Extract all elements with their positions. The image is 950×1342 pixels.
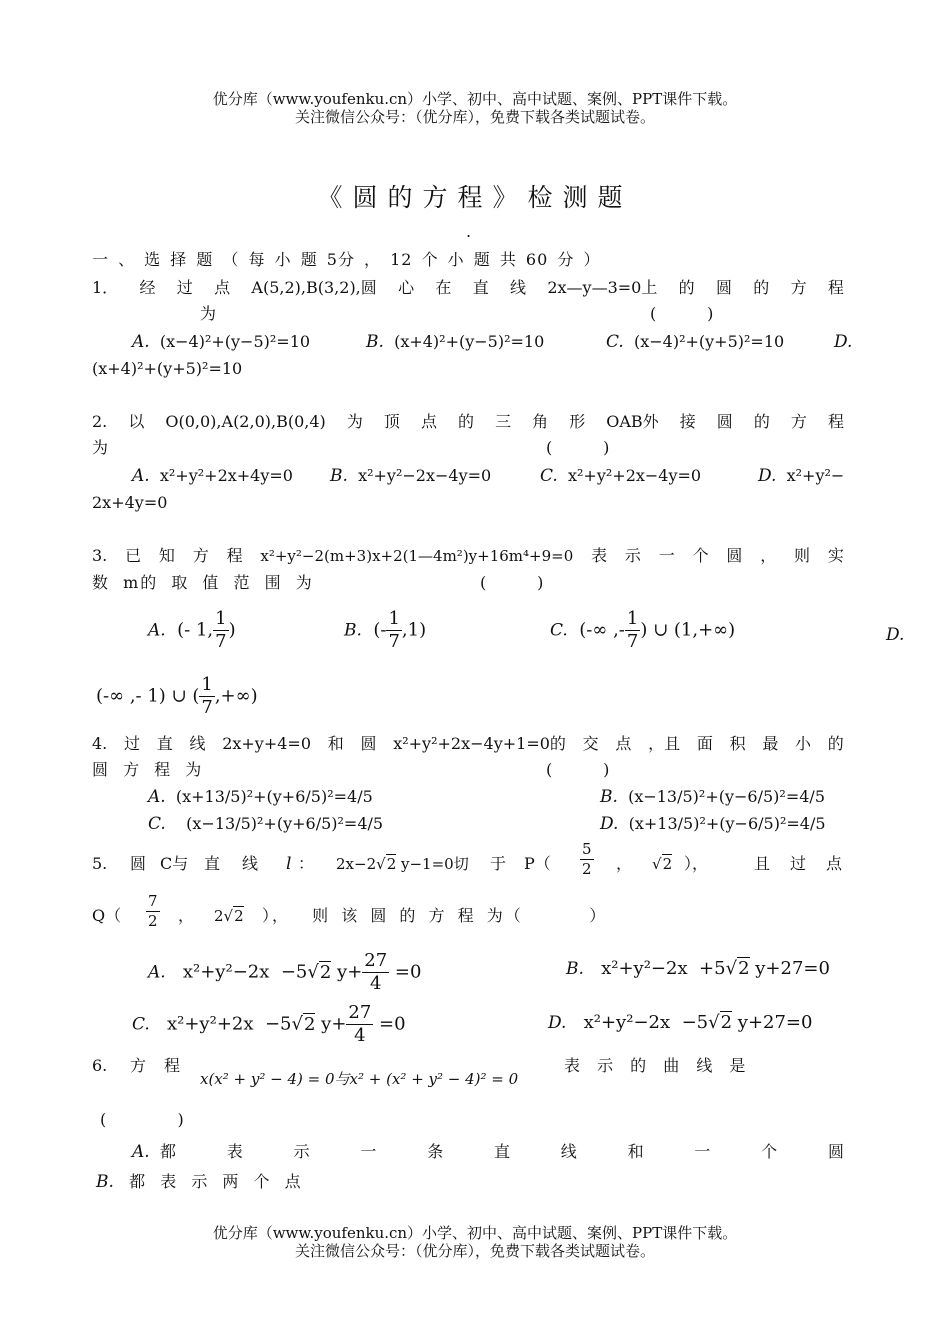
q6-option-a-word: 线	[560, 1142, 577, 1161]
q2-word: 点	[420, 412, 437, 431]
q3-option-d	[96, 676, 258, 717]
q1-option-d-label-wrap	[834, 332, 852, 352]
q2-option-a-label: A.	[132, 466, 150, 486]
q3-option-d-pre: (-∞ ,- 1) ∪ (	[96, 685, 200, 707]
q5-option-b-label: B.	[566, 959, 584, 979]
fraction-numerator: 5	[582, 840, 592, 858]
q5-option-c-label: C.	[132, 1014, 150, 1035]
q2-option-d-cont: 2x+4y=0	[92, 493, 168, 512]
q4-word: 的	[827, 734, 844, 753]
q3-option-b-pre: (-	[373, 619, 387, 641]
q2-word: 顶	[383, 412, 400, 431]
q5-line-symbol: l	[286, 854, 292, 874]
footer-line-2: 关注微信公众号：（优分库），免费下载各类试题试卷。	[294, 1242, 655, 1260]
q3-stem-cont: 数 m的 取 值 范 围 为	[92, 573, 314, 592]
fraction-denominator: 7	[626, 631, 639, 652]
q5-word: 圆	[130, 854, 147, 873]
q5-q-y: 2√2	[214, 907, 244, 925]
q4-answer-paren: ( )	[546, 760, 610, 779]
q1-word: 过	[176, 278, 193, 297]
q5-q-tail: ）， 则 该 圆 的 方 程 为（ ）	[262, 906, 608, 925]
q2-word: O(0,0),A(2,0),B(0,4)	[165, 412, 326, 431]
q1-word: 方	[790, 278, 807, 297]
q3-option-c-label: C.	[550, 620, 568, 641]
q3-word: x²+y²−2(m+3)x+2(1—4m²)y+16m⁴+9=0	[260, 547, 574, 565]
q1-word: 线	[510, 278, 527, 297]
q4-option-b	[600, 787, 825, 807]
q5-option-d: D. x²+y²−2x −5√2 y+27=0	[548, 1012, 813, 1033]
q3-option-d-post: ,+∞)	[214, 685, 258, 707]
q1-word: 程	[827, 278, 844, 297]
q4-word: 面	[696, 734, 713, 753]
q5-number: 5.	[92, 854, 108, 873]
q6-word: 程	[164, 1056, 181, 1075]
q2-option-b	[330, 466, 491, 486]
q2-stem	[92, 412, 844, 432]
fraction-numerator: 1	[626, 608, 639, 629]
q1-stem-cont: 为	[200, 304, 217, 323]
q5-option-a-pre: x²+y²−2x −5	[182, 961, 308, 983]
q6-number: 6.	[92, 1056, 108, 1075]
q4-word: 圆	[360, 734, 377, 753]
q1-word: 的	[678, 278, 695, 297]
q5-option-c: C. x²+y²+2x −5√2 y+ $\frac{27}{4}$ =0	[132, 1002, 406, 1046]
q4-option-d-text: (x+13/5)²+(y−6/5)²=4/5	[628, 814, 826, 833]
q5-line-pre: 2x−2	[336, 855, 377, 873]
q5-option-b-post: y+27=0	[749, 958, 830, 979]
q4-option-a	[148, 787, 373, 807]
q5-option-a-radicand: 2	[319, 961, 332, 983]
q1-option-c-text: (x−4)²+(y+5)²=10	[633, 332, 785, 351]
q5-word: C与	[160, 854, 189, 873]
q1-word: 2x—y—3=0上	[547, 278, 658, 297]
q5-q-x-fraction	[146, 894, 160, 929]
q4-option-b-text: (x−13/5)²+(y−6/5)²=4/5	[628, 787, 825, 806]
q6-word: 方	[130, 1056, 147, 1075]
q5-word: 且	[754, 854, 771, 873]
q5-option-c-fraction	[346, 1004, 373, 1045]
q2-word: 接	[679, 412, 696, 431]
q6-option-b-label: B.	[96, 1172, 114, 1192]
q5-q-y-coef: 2	[214, 907, 224, 925]
q3-option-a-pre: (- 1,	[177, 619, 214, 641]
q4-option-a-text: (x+13/5)²+(y+6/5)²=4/5	[175, 787, 373, 806]
q2-word: 三	[495, 412, 512, 431]
q3-word: 已	[125, 546, 142, 565]
q6-option-a-word: 和	[627, 1142, 644, 1161]
q3-word: 示	[624, 546, 641, 565]
header-line-2: 关注微信公众号：（优分库），免费下载各类试题试卷。	[294, 108, 655, 126]
fraction-numerator: 1	[215, 608, 227, 629]
q5-option-a-mid: y+	[331, 961, 363, 983]
q2-word: 的	[458, 412, 475, 431]
q5-stem	[92, 840, 844, 894]
q4-option-d	[600, 814, 826, 834]
q5-option-c-radicand: 2	[303, 1013, 316, 1035]
q2-option-c-label: C.	[540, 466, 558, 486]
q1-option-d-text: (x+4)²+(y+5)²=10	[92, 359, 243, 378]
q2-word: OAB外	[606, 412, 659, 431]
q2-option-c	[540, 466, 701, 486]
q4-stem	[92, 734, 844, 754]
q3-word: 个	[692, 546, 709, 565]
q4-word: x²+y²+2x−4y+1=0的	[393, 734, 566, 753]
q6-option-b-text: 都 表 示 两 个 点	[129, 1172, 303, 1191]
q5-option-c-post: =0	[373, 1013, 406, 1035]
q3-option-c-fraction	[625, 610, 640, 651]
q1-option-b-text: (x+4)²+(y−5)²=10	[394, 332, 545, 351]
q4-option-c	[148, 814, 383, 834]
q1-option-b-label: B.	[366, 332, 384, 352]
q3-answer-paren: ( )	[480, 573, 544, 592]
q1-word: 的	[753, 278, 770, 297]
fraction-denominator: 7	[388, 631, 400, 652]
q6-option-a-word: 个	[761, 1142, 778, 1161]
q6-answer-paren: ( )	[100, 1110, 184, 1129]
fraction-denominator: 2	[582, 860, 592, 878]
q5-option-c-mid: y+	[315, 1013, 347, 1035]
q3-option-b-fraction	[386, 610, 401, 651]
q2-number: 2.	[92, 412, 108, 431]
q2-word: 圆	[716, 412, 733, 431]
header-line-1: 优分库（www.youfenku.cn）小学、初中、高中试题、案例、PPT课件下载。	[212, 90, 738, 108]
q6-option-a-word: 都	[160, 1142, 177, 1161]
fraction-denominator: 4	[370, 973, 382, 994]
q5-option-b-radicand: 2	[738, 958, 750, 979]
q3-word: 一	[658, 546, 675, 565]
q3-stem	[92, 546, 844, 566]
q1-option-d-label: D.	[834, 332, 853, 352]
q2-option-b-text: x²+y²−2x−4y=0	[358, 466, 492, 485]
q2-option-d	[758, 466, 844, 486]
q1-option-c	[606, 332, 784, 352]
q2-word: 为	[346, 412, 363, 431]
q2-option-c-text: x²+y²+2x−4y=0	[567, 466, 702, 485]
q3-word: 圆	[726, 546, 743, 565]
q2-word: 程	[827, 412, 844, 431]
q5-p-y-radicand: 2	[662, 855, 673, 873]
q5-option-a-fraction	[362, 952, 389, 993]
q2-answer-paren: ( )	[546, 438, 610, 457]
q3-word: 程	[226, 546, 243, 565]
q4-option-a-label: A.	[148, 787, 166, 807]
fraction-numerator: 7	[148, 892, 158, 910]
q1-stem	[92, 278, 844, 298]
q5-option-d-post: y+27=0	[732, 1012, 813, 1033]
q5-comma: ，	[178, 906, 195, 925]
q5-option-a: A. x²+y²−2x −5√2 y+ $\frac{27}{4}$ =0	[148, 950, 422, 994]
q5-option-d-label: D.	[548, 1013, 567, 1033]
q6-equation: x(x² + y² − 4) = 0与x² + (x² + y² − 4)² = 0	[200, 1070, 519, 1088]
q4-word: 最	[762, 734, 779, 753]
fraction-numerator: 1	[201, 674, 213, 695]
q5-option-c-pre: x²+y²+2x −5	[166, 1013, 292, 1035]
q4-word: 小	[795, 734, 812, 753]
q3-option-a-post: )	[228, 619, 236, 641]
q1-option-c-label: C.	[606, 332, 624, 352]
q5-word: 点	[826, 854, 843, 873]
q2-word: 以	[128, 412, 145, 431]
q6-option-a-word: 条	[427, 1142, 444, 1161]
q3-option-c	[550, 610, 735, 651]
q1-word: 圆	[715, 278, 732, 297]
q1-option-a	[132, 332, 310, 352]
q4-word: 积	[729, 734, 746, 753]
q6-option-a-label-wrap	[132, 1142, 150, 1162]
title-dot: .	[466, 222, 472, 241]
q5-p-y: √2	[652, 855, 673, 873]
q3-option-a-label: A.	[148, 620, 166, 641]
q4-word: 交	[582, 734, 599, 753]
q4-option-c-text: (x−13/5)²+(y+6/5)²=4/5	[186, 814, 384, 833]
q2-option-d-text: x²+y²−	[786, 466, 845, 485]
fraction-denominator: 7	[201, 697, 213, 718]
q3-word: 知	[158, 546, 175, 565]
q1-word: A(5,2),B(3,2),圆	[251, 278, 377, 297]
q3-option-a	[148, 610, 236, 651]
q6-option-a-word: 表	[226, 1142, 243, 1161]
q3-word: 表	[591, 546, 608, 565]
q2-word: 角	[532, 412, 549, 431]
q6-option-a-label: A.	[132, 1142, 150, 1162]
q3-word: 实	[827, 546, 844, 565]
q4-word: 直	[156, 734, 173, 753]
q2-option-a-text: x²+y²+2x+4y=0	[159, 466, 293, 485]
q1-option-a-label: A.	[132, 332, 150, 352]
q1-number: 1．	[92, 278, 119, 297]
q2-word: 的	[753, 412, 770, 431]
q1-word: 在	[435, 278, 452, 297]
q5-word: ），	[684, 854, 709, 873]
q5-stem-cont	[92, 892, 844, 944]
q3-option-d-label: D.	[886, 625, 905, 645]
q1-word: 点	[214, 278, 231, 297]
q4-stem-cont: 圆 方 程 为	[92, 760, 204, 779]
q1-answer-paren: ( )	[650, 304, 714, 323]
fraction-numerator: 27	[364, 950, 388, 971]
q2-stem-cont: 为	[92, 438, 109, 457]
q5-word: 于	[490, 854, 507, 873]
q4-number: 4.	[92, 734, 108, 753]
q6-stem-tail: 表 示 的 曲 线 是	[564, 1056, 748, 1075]
q5-option-b-pre: x²+y²−2x +5	[601, 958, 726, 979]
q2-option-d-label: D.	[758, 466, 777, 486]
q5-word: 过	[790, 854, 807, 873]
fraction-denominator: 7	[215, 631, 227, 652]
q3-option-d-label-wrap	[886, 624, 904, 645]
q6-option-a-word: 一	[694, 1142, 711, 1161]
q3-option-d-fraction	[199, 676, 214, 717]
q5-option-d-pre: x²+y²−2x −5	[583, 1012, 709, 1033]
q2-word: 形	[569, 412, 586, 431]
q5-line-equation: 2x−2√2 y−1=0切	[336, 855, 469, 873]
page-title: 《圆的方程》检测题	[317, 183, 633, 212]
q3-option-a-fraction	[213, 610, 228, 651]
q4-option-b-label: B.	[600, 787, 618, 807]
q3-option-c-pre: (-∞ ,-	[579, 619, 625, 641]
q5-colon: ：	[298, 854, 315, 873]
q3-word: ，	[760, 546, 777, 565]
q4-word: 线	[189, 734, 206, 753]
q1-word: 经	[139, 278, 156, 297]
q5-line-radicand: 2	[386, 855, 397, 873]
q5-comma: ，	[616, 854, 633, 873]
q4-word: 和	[327, 734, 344, 753]
q2-option-a	[132, 466, 293, 486]
q3-option-b-label: B.	[344, 620, 362, 641]
q6-option-a-word: 直	[493, 1142, 510, 1161]
q3-word: 方	[192, 546, 209, 565]
q5-q-y-radicand: 2	[234, 907, 244, 925]
q3-number: 3.	[92, 546, 108, 565]
fraction-numerator: 1	[388, 608, 400, 629]
fraction-denominator: 2	[148, 912, 158, 930]
q6-option-a-text	[160, 1142, 844, 1162]
q5-q-label: Q（	[92, 906, 122, 925]
q2-option-b-label: B.	[330, 466, 348, 486]
q6-option-a-word: 示	[293, 1142, 310, 1161]
q1-option-a-text: (x−4)²+(y−5)²=10	[159, 332, 311, 351]
q4-option-d-label: D.	[600, 814, 619, 834]
footer-line-1: 优分库（www.youfenku.cn）小学、初中、高中试题、案例、PPT课件下载。	[212, 1224, 738, 1242]
q6-option-a-word: 一	[360, 1142, 377, 1161]
q5-line-post: y−1=0切	[401, 855, 469, 873]
q3-option-b-post: ,1)	[401, 619, 427, 641]
q6-option-a-word: 圆	[827, 1142, 844, 1161]
q4-word: 过	[123, 734, 140, 753]
q3-option-b	[344, 610, 426, 651]
q3-option-c-post: ) ∪ (1,+∞)	[640, 619, 736, 641]
q4-word: 2x+y+4=0	[222, 734, 312, 753]
q5-option-a-label: A.	[148, 962, 166, 983]
q1-word: 心	[398, 278, 415, 297]
q4-word: ，且	[648, 734, 681, 753]
q5-word: 线	[242, 854, 259, 873]
q5-word: 直	[204, 854, 221, 873]
q5-option-d-radicand: 2	[720, 1012, 733, 1033]
q2-word: 方	[790, 412, 807, 431]
q6-option-b	[96, 1172, 303, 1192]
q4-word: 点	[615, 734, 632, 753]
q3-word: 则	[794, 546, 811, 565]
q5-option-b: B. x²+y²−2x +5√2 y+27=0	[566, 958, 830, 979]
q5-p-x-fraction	[580, 842, 594, 877]
fraction-numerator: 27	[348, 1002, 372, 1023]
fraction-denominator: 4	[354, 1025, 366, 1046]
section-heading: 一 、 选 择 题 （ 每 小 题 5分 ， 12 个 小 题 共 60 分 ）	[92, 250, 601, 269]
q5-option-a-post: =0	[389, 961, 422, 983]
q1-option-b	[366, 332, 544, 352]
q1-word: 直	[472, 278, 489, 297]
q5-word: P（	[524, 854, 551, 873]
q4-option-c-label: C.	[148, 814, 166, 834]
